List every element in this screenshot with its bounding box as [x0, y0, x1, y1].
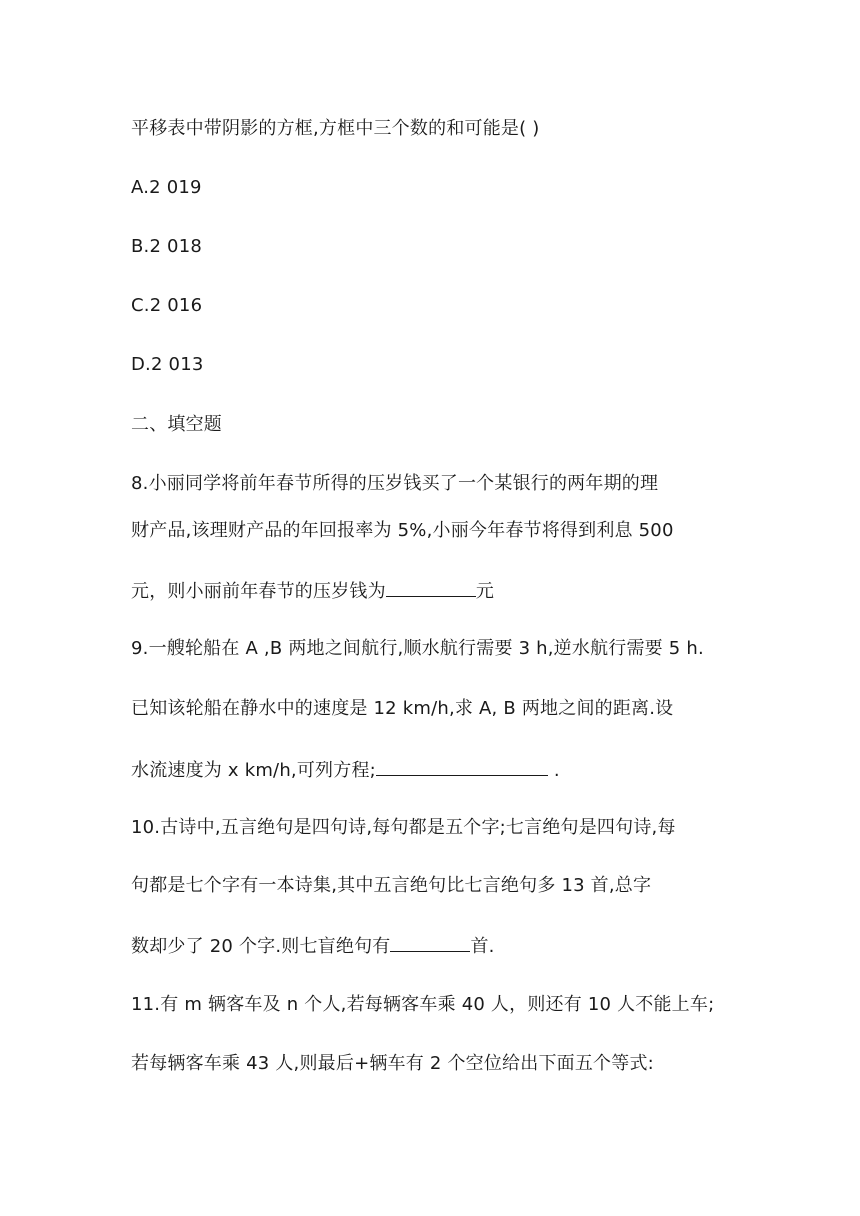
question-8-line-3: [131, 578, 494, 604]
question-7-option-d: D.2 013: [131, 354, 204, 375]
answer-blank-q10[interactable]: [390, 933, 470, 952]
question-7-option-a: A.2 019: [131, 177, 202, 198]
question-10-line-3: [131, 933, 495, 959]
question-10-text-after-blank: 首.: [470, 936, 495, 957]
question-7-stem: 平移表中带阴影的方框,方框中三个数的和可能是( ): [131, 118, 540, 139]
question-9-line-1: 9.一艘轮船在 A ,B 两地之间航行,顺水航行需要 3 h,逆水航行需要 5 h.: [131, 638, 704, 659]
question-9-text-before-blank: 水流速度为 x km/h,可列方程;: [131, 760, 376, 781]
question-10-line-2: 句都是七个字有一本诗集,其中五言绝句比七言绝句多 13 首,总字: [131, 875, 652, 896]
answer-blank-q9[interactable]: [376, 757, 548, 776]
question-8-text-before-blank: 元，则小丽前年春节的压岁钱为: [131, 581, 386, 602]
question-9-text-after-blank: .: [547, 760, 560, 781]
answer-blank-q8[interactable]: [386, 578, 476, 597]
question-9-line-3: [131, 757, 560, 783]
section-heading-fill-blank: 二、填空题: [131, 414, 222, 435]
question-10-line-1: 10.古诗中,五言绝句是四句诗,每句都是五个字;七言绝句是四句诗,每: [131, 817, 676, 838]
question-8-line-2: 财产品,该理财产品的年回报率为 5%,小丽今年春节将得到利息 500: [131, 520, 674, 541]
question-11-line-2: 若每辆客车乘 43 人,则最后+辆车有 2 个空位给出下面五个等式:: [131, 1053, 654, 1074]
question-7-option-c: C.2 016: [131, 295, 203, 316]
question-11-line-1: 11.有 m 辆客车及 n 个人,若每辆客车乘 40 人，则还有 10 人不能上车;: [131, 994, 715, 1015]
question-9-line-2: 已知该轮船在静水中的速度是 12 km/h,求 A, B 两地之间的距离.设: [131, 698, 674, 719]
question-8-text-after-blank: 元: [475, 581, 495, 602]
question-10-text-before-blank: 数却少了 20 个字.则七盲绝句有: [131, 936, 391, 957]
question-7-option-b: B.2 018: [131, 236, 203, 257]
question-8-line-1: 8.小丽同学将前年春节所得的压岁钱买了一个某银行的两年期的理: [131, 473, 659, 494]
